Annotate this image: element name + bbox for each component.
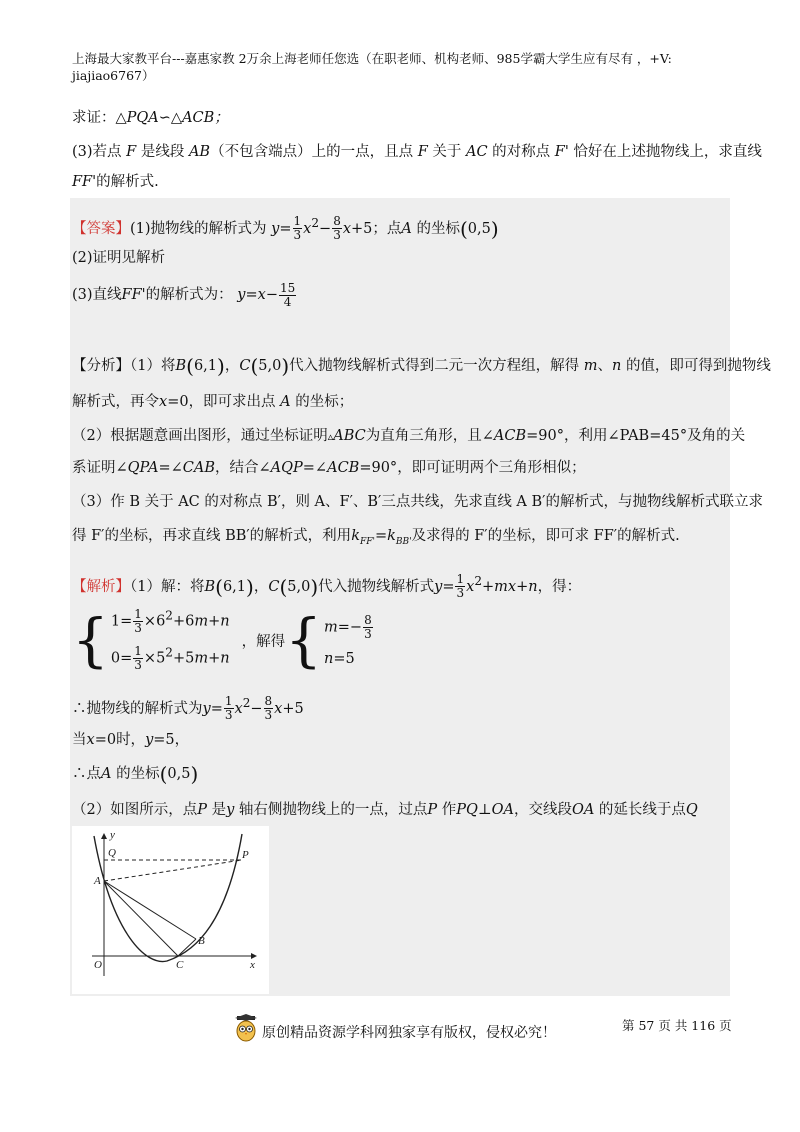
analysis-p3: （3）作 B 关于 AC 的对称点 B′，则 A、F′、B′三点共线，先求直线 A B′的解析式，与抛物线解析式联立求 [72,494,763,510]
solution-p1: 【解析】（1）解：将B(6,1)，C(5,0)代入抛物线解析式y= $\frac{1}{3}$ $x^2+mx+n$，得： [72,572,582,601]
label-Q: Q [108,847,116,859]
page-header [72,50,732,84]
page-number: 第 57 页 共 116 页 [622,1018,732,1033]
label-P: P [242,849,249,861]
segment-AC [104,881,178,956]
solution-parabola: ∴抛物线的解析式为y= $\frac{1}{3}$ $x^2-$ $\frac{8}{3}$ x+5 [72,694,304,723]
analysis-p2-line2: 系证明∠QPA=∠CAB，结合∠AQP=∠ACB=90°，即可证明两个三角形相似； [72,460,586,476]
header-line2: jiajiao6767） [72,68,155,83]
solution-when: 当x=0时，y=5， [72,732,190,748]
equation-system: { 1= $\frac{1}{3}$ $\times 6^2+6m+n$ 0= $\frac{1}{3}$ $\times 5^2+5m+n$ ，解得 { m=− $\frac{8}{3}$ n=5 [72,606,372,674]
answer-line3: (3)直线FF'的解析式为： y=x− $\frac{15}{4}$ [72,280,296,309]
answer-line1: 【答案】(1)抛物线的解析式为 y= $\frac{1}{3}$ $x^2-$ $\frac{8}{3}$ x+5；点A 的坐标(0,5) [72,214,499,243]
label-A: A [94,875,101,887]
owl-logo-icon [233,1014,259,1048]
prove-line: 求证：△PQA∽△ACB； [72,110,229,126]
parabola [94,834,242,962]
analysis-p3-line2: 得 F′的坐标，再求直线 BB′的解析式，利用$k_{FF'}=k_{BB'}$及求得的 F′的坐标，即可求 FF′的解析式. [72,528,680,547]
label-y: y [110,829,115,841]
answer-line2: (2)证明见解析 [72,250,166,266]
analysis-p1: 【分析】（1）将B(6,1)，C(5,0)代入抛物线解析式得到二元一次方程组，解得 m、n 的值，即可得到抛物线 [72,354,771,378]
geometry-figure [72,826,269,994]
analysis-p1-line2: 解析式，再令x=0，即可求出点 A 的坐标； [72,394,354,410]
solution-p2: （2）如图所示，点P 是y 轴右侧抛物线上的一点，过点P 作PQ⊥OA，交线段OA 的延长线于点Q [72,802,698,818]
analysis-p2: （2）根据题意画出图形，通过坐标证明▵ABC为直角三角形，且∠ACB=90°，利用∠PAB=45°及角的关 [72,428,746,444]
segment-AB [104,881,196,939]
question-3: (3)若点 F 是线段 AB（不包含端点）上的一点，且点 F 关于 AC 的对称点 F' 恰好在上述抛物线上，求直线 [72,144,762,160]
segment-BC [178,939,196,956]
header-line1: 上海最大家教平台---嘉惠家教 2万余上海老师任您选（在职老师、机构老师、985学霸大学生应有尽有 ，+V: [72,51,672,66]
label-C: C [176,959,184,971]
label-x: x [250,959,255,971]
figure-svg [72,826,269,994]
copyright-notice: 原创精品资源学科网独家享有版权，侵权必究！ [262,1025,556,1041]
question-3-line2: FF'的解析式. [72,174,159,190]
label-O: O [94,959,102,971]
segment-AP [104,860,242,881]
solution-pointA: ∴点A 的坐标(0,5) [72,762,199,786]
label-B: B [198,935,205,947]
